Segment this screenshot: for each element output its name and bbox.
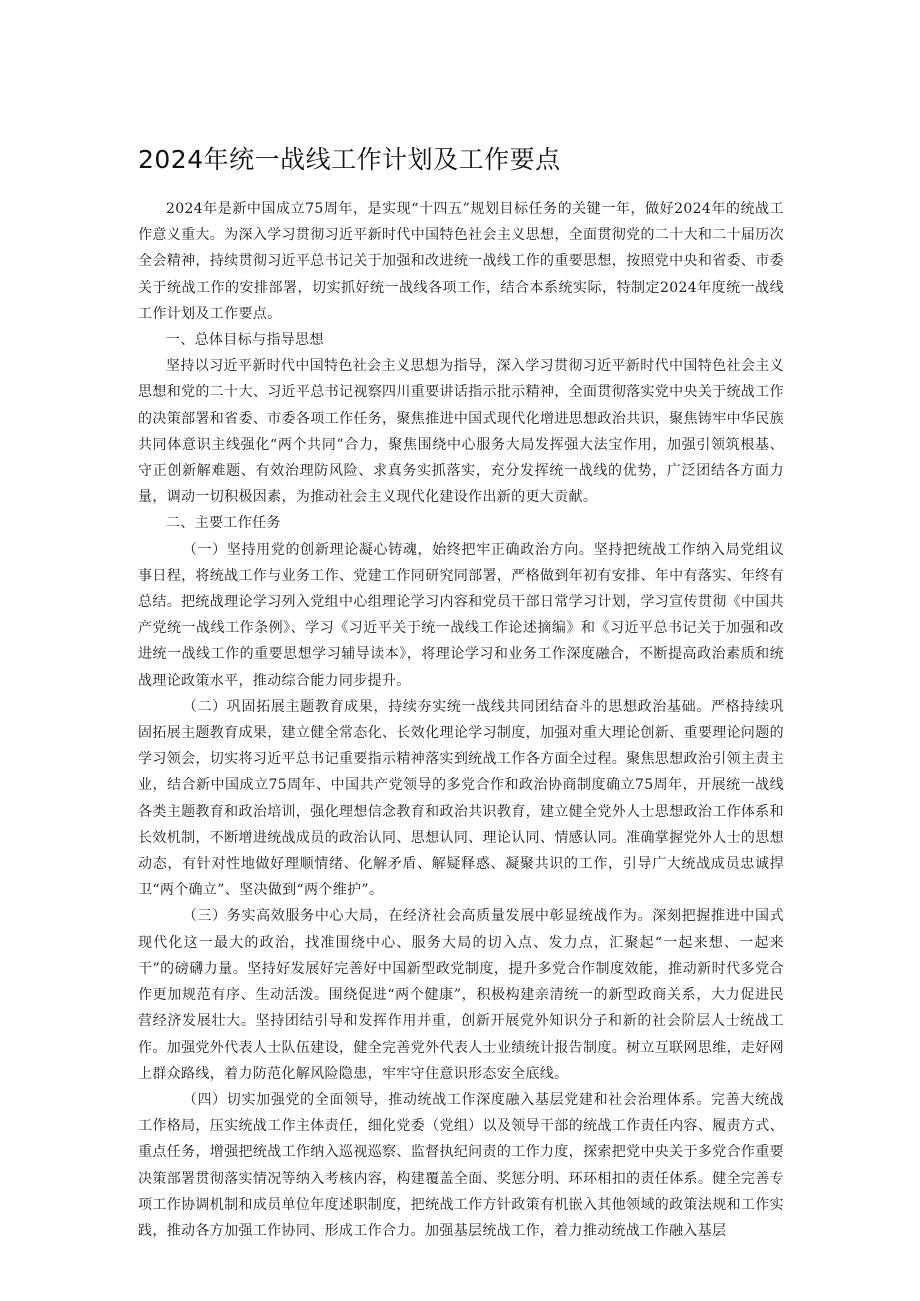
task-item-2: （二）巩固拓展主题教育成果，持续夯实统一战线共同团结奋斗的思想政治基础。严格持续巩固拓展主题教育成果，建立健全常态化、长效化理论学习制度，加强对重大理论创新、重要理论问题的学习领会，切实将习近平总书记重要指示精神落实到统战工作各方面全过程。聚焦思想政治引领主责主业，结合新中国成立75周年、中国共产党领导的多党合作和政治协商制度确立75周年，开展统一战线各类主题教育和政治培训，强化理想信念教育和政治共识教育，建立健全党外人士思想政治工作体系和长效机制，不断增进统战成员的政治认同、思想认同、理论认同、情感认同。准确掌握党外人士的思想动态，有针对性地做好理顺情绪、化解矛盾、解疑释惑、凝聚共识的工作，引导广大统战成员忠诚捍卫“两个确立”、坚决做到“两个维护”。 — [138, 698, 784, 899]
section-body-1: 坚持以习近平新时代中国特色社会主义思想为指导，深入学习贯彻习近平新时代中国特色社会主义思想和党的二十大、习近平总书记视察四川重要讲话指示批示精神，全面贯彻落实党中央关于统战工作的决策部署和省委、市委各项工作任务，聚焦推进中国式现代化增进思想政治共识，聚焦铸牢中华民族共同体意识主线强化“两个共同”合力，聚焦围绕中心服务大局发挥强大法宝作用，加强引领筑根基、守正创新解难题、有效治理防风险、求真务实抓落实，充分发挥统一战线的优势，广泛团结各方面力量，调动一切积极因素，为推动社会主义现代化建设作出新的更大贡献。 — [138, 358, 784, 506]
task-item-3: （三）务实高效服务中心大局，在经济社会高质量发展中彰显统战作为。深刻把握推进中国式现代化这一最大的政治，找准围绕中心、服务大局的切入点、发力点，汇聚起“一起来想、一起来干”的磅礴力量。坚持好发展好完善好中国新型政党制度，提升多党合作制度效能，推动新时代多党合作更加规范有序、生动活泼。围绕促进“两个健康”，积极构建亲清统一的新型政商关系，大力促进民营经济发展壮大。坚持团结引导和发挥作用并重，创新开展党外知识分子和新的社会阶层人士统战工作。加强党外代表人士队伍建设，健全完善党外代表人士业绩统计报告制度。树立互联网思维，走好网上群众路线，着力防范化解风险隐患，牢牢守住意识形态安全底线。 — [138, 908, 784, 1082]
section-heading-2: 二、主要工作任务 — [166, 515, 281, 532]
document-title: 2024年统一战线工作计划及工作要点 — [138, 145, 561, 174]
task-item-1: （一）坚持用党的创新理论凝心铸魂，始终把牢正确政治方向。坚持把统战工作纳入局党组议事日程，将统战工作与业务工作、党建工作同研究同部署，严格做到年初有安排、年中有落实、年终有总结。把统战理论学习列入党组中心组理论学习内容和党员干部日常学习计划，学习宣传贯彻《中国共产党统一战线工作条例》、学习《习近平关于统一战线工作论述摘编》和《习近平总书记关于加强和改进统一战线工作的重要思想学习辅导读本》，将理论学习和业务工作深度融合，不断提高政治素质和统战理论政策水平，推动综合能力同步提升。 — [138, 541, 784, 689]
task-item-4: （四）切实加强党的全面领导，推动统战工作深度融入基层党建和社会治理体系。完善大统战工作格局，压实统战工作主体责任，细化党委（党组）以及领导干部的统战工作责任内容、履责方式、重点任务，增强把统战工作纳入巡视巡察、监督执纪问责的工作力度，探索把党中央关于多党合作重要决策部署贯彻落实情况等纳入考核内容，构建覆盖全面、奖惩分明、环环相扣的责任体系。健全完善专项工作协调机制和成员单位年度述职制度，把统战工作方针政策有机嵌入其他领域的政策法规和工作实践，推动各方加强工作协同、形成工作合力。加强基层统战工作，着力推动统战工作融入基层 — [138, 1091, 784, 1239]
document-page — [138, 140, 784, 1244]
section-heading-1: 一、总体目标与指导思想 — [166, 332, 324, 349]
intro-paragraph: 2024年是新中国成立75周年，是实现“十四五”规划目标任务的关键一年，做好2024年的统战工作意义重大。为深入学习贯彻习近平新时代中国特色社会主义思想，全面贯彻党的二十大和二十届历次全会精神，持续贯彻习近平总书记关于加强和改进统一战线工作的重要思想，按照党中央和省委、市委关于统战工作的安排部署，切实抓好统一战线各项工作，结合本系统实际，特制定2024年度统一战线工作计划及工作要点。 — [138, 201, 784, 322]
